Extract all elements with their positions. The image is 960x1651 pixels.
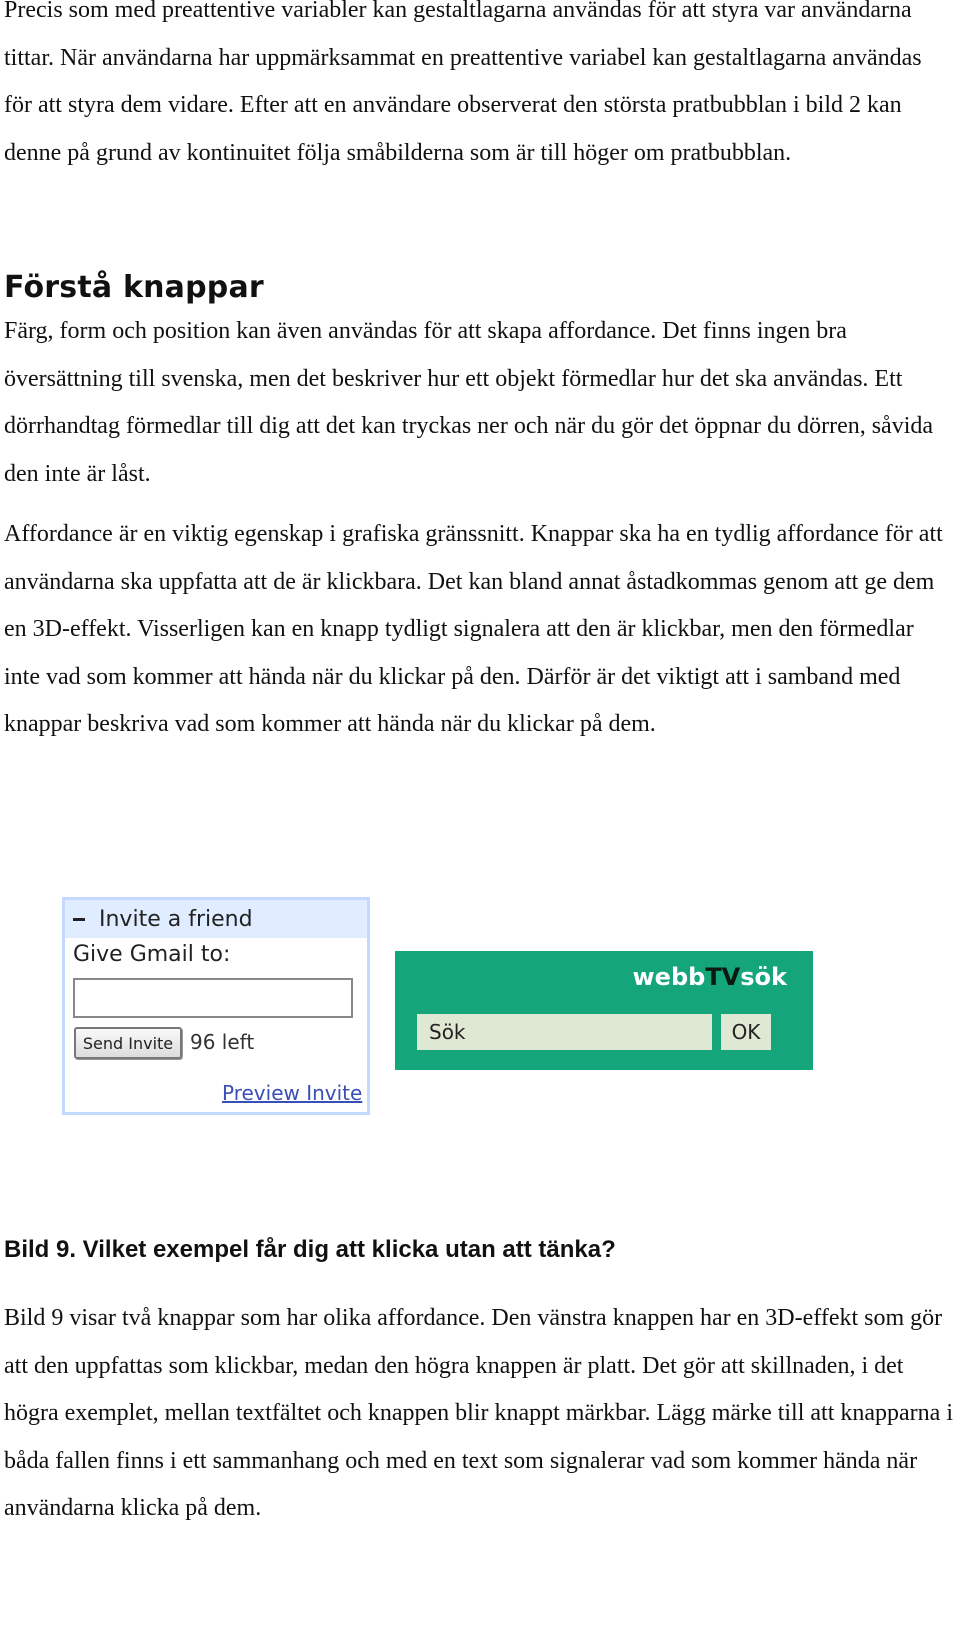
intro-paragraph: Precis som med preattentive variabler kan gestaltlagarna användas för att styra var användarna tittar. När användarna har uppmärksammat en preattentive variabel kan gestaltlagarna användas för att styra dem vidare. Efter att en användare observerat den största pratbubblan i bild 2 kan denne på grund av kontinuitet följa småbilderna som är till höger om pratbubblan. [4, 0, 922, 166]
invite-field-label: Give Gmail to: [73, 942, 231, 967]
webbtv-search-input[interactable] [417, 1014, 712, 1050]
send-invite-button[interactable]: Send Invite [74, 1027, 182, 1059]
figure-explanation-paragraph: Bild 9 visar två knappar som har olika affordance. Den vänstra knappen har en 3D-effekt som gör att den uppfattas som klickbar, medan den högra knappen är platt. Det gör att skillnaden, i det högra exemplet, mellan textfältet och knappen blir knappt märkbar. Lägg märke till att knapparna i båda fallen finns i ett sammanhang och med en text som signalerar vad som kommer hända när användarna klicka på dem. [4, 1305, 953, 1521]
webbtv-logo [633, 963, 788, 991]
minus-icon[interactable] [73, 918, 85, 921]
affordance-paragraph: Färg, form och position kan även användas för att skapa affordance. Det finns ingen bra översättning till svenska, men det beskriver hur ett objekt förmedlar hur det ska användas. Ett dörrhandtag förmedlar till dig att det kan tryckas ner och när du gör det öppnar du dörren, såvida den inte är låst. [4, 318, 934, 487]
preview-invite-link[interactable]: Preview Invite [222, 1081, 363, 1105]
buttons-paragraph: Affordance är en viktig egenskap i grafiska gränssnitt. Knappar ska ha en tydlig affordance för att användarna ska uppfatta att de är klickbara. Det kan bland annat åstadkommas genom att ge dem en 3D-effekt. Visserligen kan en knapp tydligt signalera att den är klickbar, men den förmedlar inte vad som kommer att hända när du klickar på den. Därför är det viktigt att i samband med knappar beskriva vad som kommer att hända när du klickar på dem. [4, 521, 943, 737]
invite-widget [62, 897, 370, 1115]
webbtv-search-widget [395, 951, 813, 1070]
figure-caption: Bild 9. Vilket exempel får dig att klicka utan att tänka? [4, 1236, 616, 1263]
invites-left-count: 96 left [190, 1030, 255, 1054]
webbtv-ok-button[interactable]: OK [721, 1014, 771, 1050]
invite-title: Invite a friend [99, 906, 253, 932]
logo-tv: TV [705, 963, 741, 991]
logo-sok: sök [740, 963, 787, 991]
logo-webb: webb [632, 963, 706, 991]
invite-email-input[interactable] [73, 978, 353, 1018]
invite-header[interactable] [65, 900, 367, 938]
section-heading: Förstå knappar [4, 270, 264, 305]
